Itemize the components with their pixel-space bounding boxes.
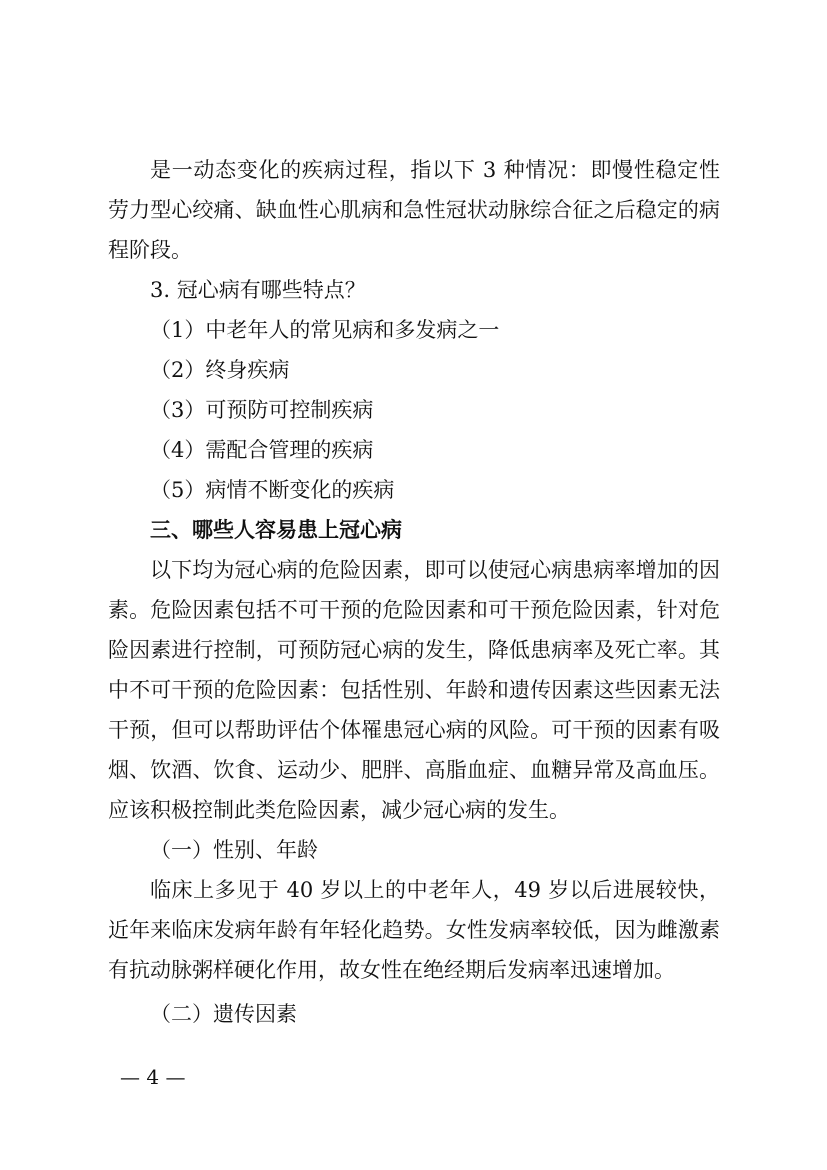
paragraph-continuation: 是一动态变化的疾病过程，指以下 3 种情况：即慢性稳定性劳力型心绞痛、缺血性心肌病和急性冠状动脉综合征之后稳定的病程阶段。 (108, 158, 720, 262)
page-number: — 4 — (120, 1065, 186, 1089)
list-item: （5）病情不断变化的疾病 (150, 478, 395, 502)
document-body (108, 150, 720, 1034)
section-heading: 三、哪些人容易患上冠心病 (150, 518, 402, 542)
paragraph-risk-factors: 以下均为冠心病的危险因素，即可以使冠心病患病率增加的因素。危险因素包括不可干预的危险因素和可干预危险因素，针对危险因素进行控制，可预防冠心病的发生，降低患病率及死亡率。其中不可干预的危险因素：包括性别、年龄和遗传因素这些因素无法干预，但可以帮助评估个体罹患冠心病的风险。可干预的因素有吸烟、饮酒、饮食、运动少、肥胖、高脂血症、血糖异常及高血压。应该积极控制此类危险因素，减少冠心病的发生。 (108, 558, 720, 822)
question-heading: 3. 冠心病有哪些特点？ (150, 278, 366, 302)
list-item: （2）终身疾病 (150, 358, 290, 382)
list-item: （3）可预防可控制疾病 (150, 398, 374, 422)
subsection-heading-genetics: （二）遗传因素 (150, 1002, 297, 1026)
list-item: （4）需配合管理的疾病 (150, 438, 374, 462)
paragraph-gender-age: 临床上多见于 40 岁以上的中老年人，49 岁以后进展较快，近年来临床发病年龄有年轻化趋势。女性发病率较低，因为雌激素有抗动脉粥样硬化作用，故女性在绝经期后发病率迅速增加。 (108, 878, 720, 982)
list-item: （1）中老年人的常见病和多发病之一 (150, 318, 500, 342)
subsection-heading-gender-age: （一）性别、年龄 (150, 838, 318, 862)
